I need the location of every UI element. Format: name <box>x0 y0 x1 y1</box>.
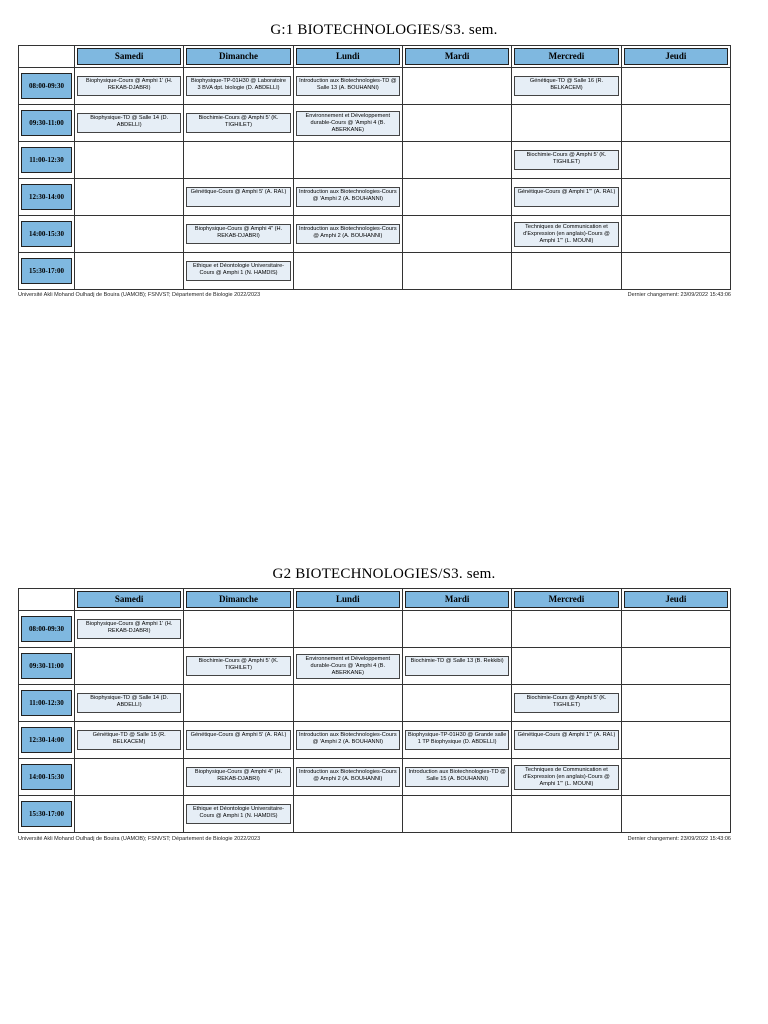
day-label: Samedi <box>77 591 181 608</box>
time-slot-row <box>19 142 731 179</box>
schedule-cell <box>512 142 621 179</box>
day-column-header <box>293 46 402 68</box>
schedule-cell <box>75 179 184 216</box>
course-event: Introduction aux Biotechnologies-TD @ Salle 15 (A. BOUHANNI) <box>405 767 509 787</box>
time-slot-row <box>19 216 731 253</box>
schedule-cell <box>184 611 293 648</box>
day-label: Jeudi <box>624 591 728 608</box>
course-event: Introduction aux Biotechnologies-Cours @ 'Amphi 2 (A. BOUHANNI) <box>296 187 400 207</box>
day-column-header <box>75 46 184 68</box>
course-event: Génétique-TD @ Salle 16 (R. BELKACEM) <box>514 76 618 96</box>
time-cell <box>19 216 75 253</box>
time-label: 14:00-15:30 <box>21 221 72 247</box>
course-event: Introduction aux Biotechnologies-Cours @ Amphi 2 (A. BOUHANNI) <box>296 767 400 787</box>
day-column-header <box>293 589 402 611</box>
day-label: Samedi <box>77 48 181 65</box>
schedule-cell <box>293 105 402 142</box>
day-column-header <box>512 46 621 68</box>
footer-last-change: Dernier changement: 23/09/2022 15:43:06 <box>627 292 731 298</box>
course-event: Génétique-Cours @ Amphi 5' (A. RAI.) <box>186 187 290 207</box>
schedule-cell <box>75 142 184 179</box>
time-label: 08:00-09:30 <box>21 616 72 642</box>
day-label: Lundi <box>296 591 400 608</box>
course-event: Techniques de Communication et d'Expression (en anglais)-Cours @ Amphi 1''' (L. MOUNI) <box>514 765 618 790</box>
time-slot-row <box>19 611 731 648</box>
course-event: Introduction aux Biotechnologies-Cours @ 'Amphi 2 (A. BOUHANNI) <box>296 730 400 750</box>
schedule-cell <box>621 253 730 290</box>
course-event: Biochimie-Cours @ Amphi 5' (K. TIGHILET) <box>514 693 618 713</box>
schedule-cell <box>402 105 511 142</box>
time-cell <box>19 68 75 105</box>
timetable-2-title: G2 BIOTECHNOLOGIES/S3. sem. <box>272 566 496 582</box>
day-label: Dimanche <box>186 591 290 608</box>
schedule-cell <box>621 216 730 253</box>
time-label: 14:00-15:30 <box>21 764 72 790</box>
course-event: Biophysique-TP-01H30 @ Grande salle 1 TP Biophysique (D. ABDELLI) <box>405 730 509 750</box>
time-cell <box>19 253 75 290</box>
course-event: Biochimie-Cours @ Amphi 5' (K. TIGHILET) <box>514 150 618 170</box>
day-label: Jeudi <box>624 48 728 65</box>
day-label: Mardi <box>405 48 509 65</box>
time-cell <box>19 105 75 142</box>
course-event: Biophysique-TD @ Salle 14 (D. ABDELLI) <box>77 113 181 133</box>
schedule-cell <box>402 759 511 796</box>
course-event: Biophysique-Cours @ Amphi 1' (H. REKAB-DJABRI) <box>77 76 181 96</box>
day-column-header <box>402 589 511 611</box>
day-column-header <box>621 589 730 611</box>
schedule-cell <box>402 179 511 216</box>
schedule-cell <box>184 216 293 253</box>
schedule-cell <box>293 68 402 105</box>
time-label: 12:30-14:00 <box>21 184 72 210</box>
day-column-header <box>621 46 730 68</box>
schedule-cell <box>184 142 293 179</box>
day-column-header <box>512 589 621 611</box>
schedule-cell <box>293 179 402 216</box>
footer-institution: Université Akli Mohand Oulhadj de Bouira (UAMOB); FSNVST; Département de Biologie 2022/2023 <box>18 292 261 298</box>
schedule-cell <box>402 142 511 179</box>
time-slot-row <box>19 759 731 796</box>
schedule-cell <box>621 722 730 759</box>
schedule-cell <box>75 253 184 290</box>
course-event: Génétique-Cours @ Amphi 1''' (A. RAI.) <box>514 187 618 207</box>
course-event: Ethique et Déontologie Universitaire-Cours @ Amphi 1 (N. HAMDIS) <box>186 261 290 281</box>
course-event: Introduction aux Biotechnologies-Cours @ Amphi 2 (A. BOUHANNI) <box>296 224 400 244</box>
schedule-cell <box>75 685 184 722</box>
time-slot-row <box>19 253 731 290</box>
footer-institution: Université Akli Mohand Oulhadj de Bouira (UAMOB); FSNVST; Département de Biologie 2022/2023 <box>18 836 261 842</box>
time-slot-row <box>19 685 731 722</box>
corner-cell <box>19 589 75 611</box>
time-label: 15:30-17:00 <box>21 801 72 827</box>
course-event: Environnement et Développement durable-Cours @ 'Amphi 4 (B. ABERKANE) <box>296 111 400 136</box>
schedule-cell <box>293 142 402 179</box>
time-label: 12:30-14:00 <box>21 727 72 753</box>
time-cell <box>19 722 75 759</box>
schedule-cell <box>75 105 184 142</box>
schedule-cell <box>75 611 184 648</box>
day-label: Lundi <box>296 48 400 65</box>
schedule-cell <box>293 759 402 796</box>
course-event: Génétique-Cours @ Amphi 5' (A. RAI.) <box>186 730 290 750</box>
time-slot-row <box>19 648 731 685</box>
schedule-cell <box>75 722 184 759</box>
course-event: Environnement et Développement durable-Cours @ 'Amphi 4 (B. ABERKANE) <box>296 654 400 679</box>
schedule-cell <box>402 685 511 722</box>
timetable-2 <box>18 588 731 833</box>
schedule-cell <box>621 796 730 833</box>
time-cell <box>19 796 75 833</box>
schedule-cell <box>402 611 511 648</box>
course-event: Ethique et Déontologie Universitaire-Cours @ Amphi 1 (N. HAMDIS) <box>186 804 290 824</box>
course-event: Génétique-Cours @ Amphi 1''' (A. RAI.) <box>514 730 618 750</box>
day-label: Mardi <box>405 591 509 608</box>
schedule-cell <box>402 68 511 105</box>
schedule-cell <box>75 759 184 796</box>
schedule-cell <box>621 68 730 105</box>
schedule-cell <box>293 685 402 722</box>
schedule-cell <box>75 68 184 105</box>
course-event: Biophysique-Cours @ Amphi 4" (H. REKAB-DJABRI) <box>186 224 290 244</box>
schedule-cell <box>184 253 293 290</box>
day-column-header <box>75 589 184 611</box>
time-slot-row <box>19 796 731 833</box>
course-event: Biophysique-TD @ Salle 14 (D. ABDELLI) <box>77 693 181 713</box>
schedule-cell <box>512 759 621 796</box>
schedule-cell <box>184 179 293 216</box>
course-event: Techniques de Communication et d'Expression (en anglais)-Cours @ Amphi 1''' (L. MOUNI) <box>514 222 618 247</box>
time-cell <box>19 648 75 685</box>
schedule-cell <box>621 142 730 179</box>
schedule-cell <box>402 216 511 253</box>
schedule-cell <box>512 685 621 722</box>
schedule-cell <box>293 253 402 290</box>
schedule-cell <box>293 611 402 648</box>
schedule-cell <box>184 685 293 722</box>
schedule-cell <box>75 216 184 253</box>
schedule-cell <box>184 105 293 142</box>
schedule-cell <box>621 685 730 722</box>
day-column-header <box>184 46 293 68</box>
time-label: 11:00-12:30 <box>21 690 72 716</box>
day-label: Dimanche <box>186 48 290 65</box>
schedule-cell <box>184 68 293 105</box>
time-slot-row <box>19 179 731 216</box>
time-label: 09:30-11:00 <box>21 653 72 679</box>
schedule-cell <box>402 722 511 759</box>
schedule-cell <box>621 611 730 648</box>
schedule-cell <box>293 796 402 833</box>
day-column-header <box>184 589 293 611</box>
schedule-cell <box>512 253 621 290</box>
time-label: 08:00-09:30 <box>21 73 72 99</box>
course-event: Biophysique-Cours @ Amphi 4" (H. REKAB-DJABRI) <box>186 767 290 787</box>
time-cell <box>19 142 75 179</box>
schedule-cell <box>293 648 402 685</box>
schedule-cell <box>402 796 511 833</box>
time-cell <box>19 759 75 796</box>
schedule-cell <box>621 105 730 142</box>
time-label: 09:30-11:00 <box>21 110 72 136</box>
day-label: Mercredi <box>514 591 618 608</box>
schedule-cell <box>402 253 511 290</box>
schedule-cell <box>621 759 730 796</box>
day-column-header <box>402 46 511 68</box>
schedule-cell <box>621 648 730 685</box>
day-header-row <box>19 46 731 68</box>
time-cell <box>19 611 75 648</box>
course-event: Biochimie-TD @ Salle 13 (B. Rekkibi) <box>405 656 509 676</box>
timetable-1-title: G:1 BIOTECHNOLOGIES/S3. sem. <box>270 22 498 38</box>
schedule-cell <box>293 722 402 759</box>
course-event: Biochimie-Cours @ Amphi 5' (K. TIGHILET) <box>186 656 290 676</box>
time-slot-row <box>19 68 731 105</box>
schedule-cell <box>184 796 293 833</box>
time-label: 11:00-12:30 <box>21 147 72 173</box>
time-slot-row <box>19 722 731 759</box>
course-event: Biochimie-Cours @ Amphi 5' (K. TIGHILET) <box>186 113 290 133</box>
schedule-cell <box>621 179 730 216</box>
footer-last-change: Dernier changement: 23/09/2022 15:43:06 <box>627 836 731 842</box>
course-event: Biophysique-TP-01H30 @ Laboratoire 3 BVA dpt. biologie (D. ABDELLI) <box>186 76 290 96</box>
schedule-cell <box>75 648 184 685</box>
time-cell <box>19 685 75 722</box>
schedule-cell <box>512 179 621 216</box>
course-event: Biophysique-Cours @ Amphi 1' (H. REKAB-DJABRI) <box>77 619 181 639</box>
schedule-cell <box>402 648 511 685</box>
schedule-cell <box>512 105 621 142</box>
schedule-cell <box>512 68 621 105</box>
schedule-cell <box>184 759 293 796</box>
schedule-cell <box>512 796 621 833</box>
time-slot-row <box>19 105 731 142</box>
course-event: Introduction aux Biotechnologies-TD @ Salle 13 (A. BOUHANNI) <box>296 76 400 96</box>
schedule-cell <box>75 796 184 833</box>
corner-cell <box>19 46 75 68</box>
schedule-cell <box>512 722 621 759</box>
schedule-cell <box>293 216 402 253</box>
schedule-cell <box>512 611 621 648</box>
schedule-cell <box>512 216 621 253</box>
schedule-cell <box>184 648 293 685</box>
schedule-cell <box>184 722 293 759</box>
day-label: Mercredi <box>514 48 618 65</box>
time-label: 15:30-17:00 <box>21 258 72 284</box>
timetable-1 <box>18 45 731 290</box>
time-cell <box>19 179 75 216</box>
course-event: Génétique-TD @ Salle 15 (R. BELKACEM) <box>77 730 181 750</box>
schedule-cell <box>512 648 621 685</box>
day-header-row <box>19 589 731 611</box>
